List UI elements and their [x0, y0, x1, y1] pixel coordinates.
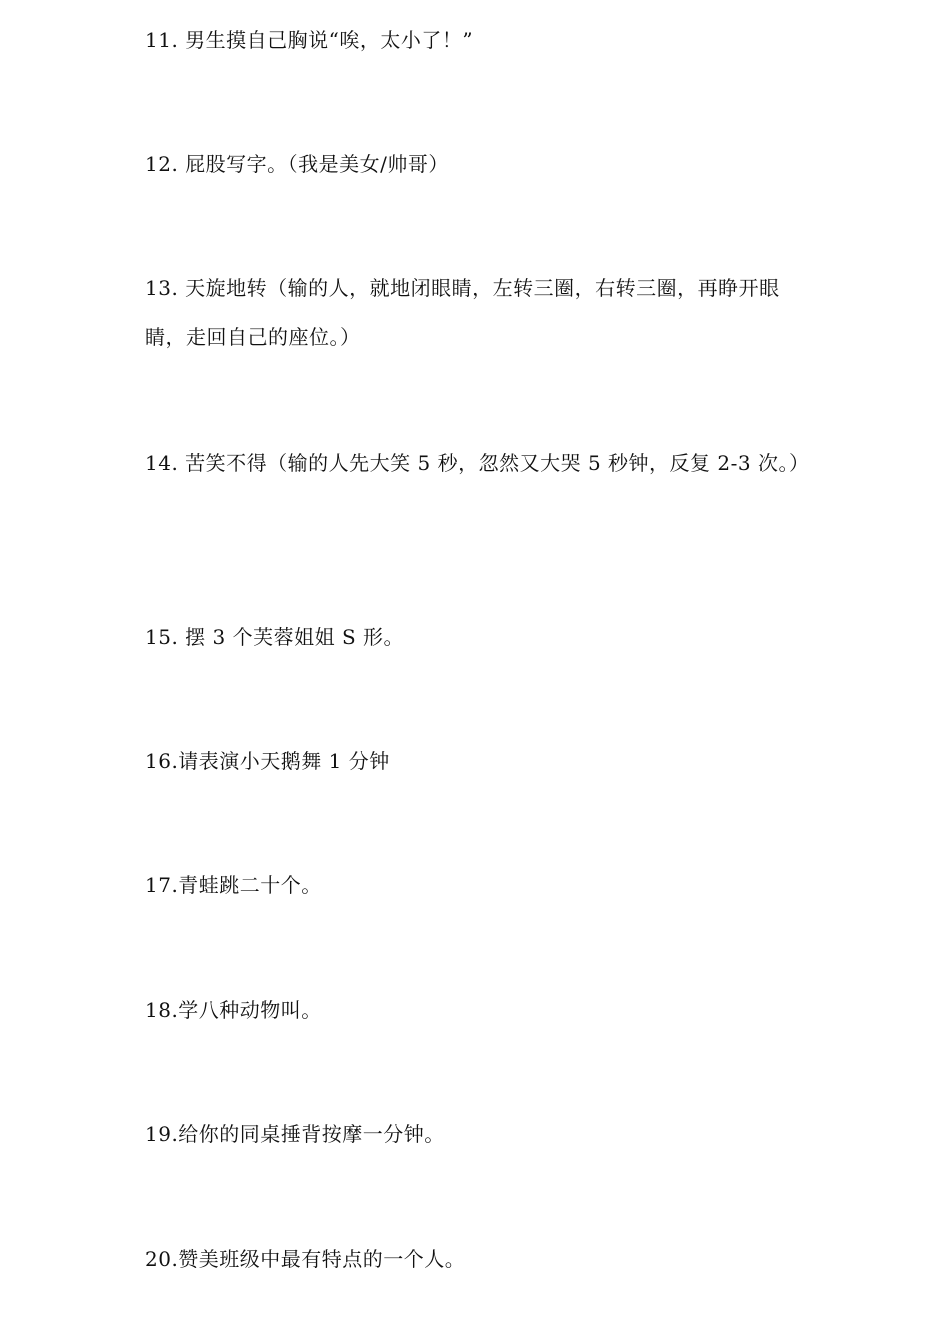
list-item-14: 14. 苦笑不得（输的人先大笑 5 秒，忽然又大哭 5 秒钟，反复 2-3 次。） — [145, 451, 810, 475]
list-item-18: 18.学八种动物叫。 — [145, 998, 322, 1022]
list-item-17: 17.青蛙跳二十个。 — [145, 873, 322, 897]
list-item-13: 13. 天旋地转（输的人，就地闭眼睛，左转三圈，右转三圈，再睁开眼睛，走回自己的座位。） — [145, 276, 780, 349]
list-item-15: 15. 摆 3 个芙蓉姐姐 S 形。 — [145, 625, 405, 649]
list-item-20: 20.赞美班级中最有特点的一个人。 — [145, 1247, 466, 1271]
list-item-12: 12. 屁股写字。（我是美女/帅哥） — [145, 152, 449, 176]
list-item-16: 16.请表演小天鹅舞 1 分钟 — [145, 749, 390, 773]
list-item-19: 19.给你的同桌捶背按摩一分钟。 — [145, 1122, 445, 1146]
list-item-11: 11. 男生摸自己胸说“唉，太小了！” — [145, 28, 474, 52]
